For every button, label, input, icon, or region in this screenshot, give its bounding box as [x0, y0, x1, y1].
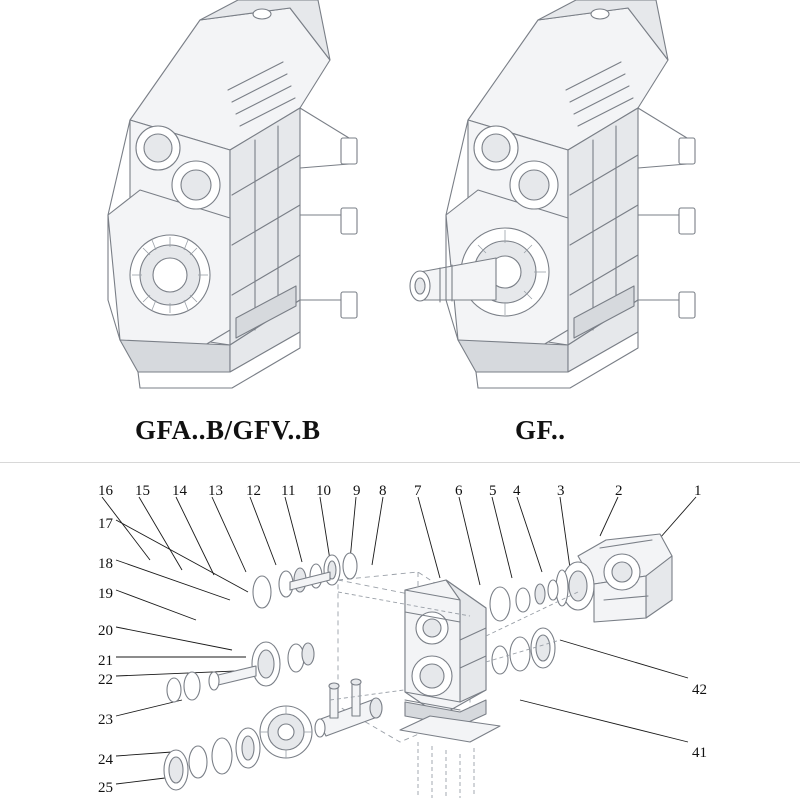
callout-number-13: 13: [208, 483, 223, 499]
exploded-assembly-drawing: [102, 497, 696, 798]
callout-number-22: 22: [98, 672, 113, 688]
callout-number-24: 24: [98, 752, 113, 768]
gearbox-left-drawing: [108, 0, 357, 388]
callout-number-20: 20: [98, 623, 113, 639]
callout-number-21: 21: [98, 653, 113, 669]
gearbox-right-drawing: [410, 0, 695, 388]
callout-number-3: 3: [557, 483, 565, 499]
callout-number-12: 12: [246, 483, 261, 499]
callout-number-11: 11: [281, 483, 296, 499]
callout-number-14: 14: [172, 483, 187, 499]
callout-number-10: 10: [316, 483, 331, 499]
callout-number-7: 7: [414, 483, 422, 499]
callout-number-15: 15: [135, 483, 150, 499]
callout-number-9: 9: [353, 483, 361, 499]
callout-number-6: 6: [455, 483, 463, 499]
callout-number-19: 19: [98, 586, 113, 602]
callout-number-17: 17: [98, 516, 113, 532]
callout-number-23: 23: [98, 712, 113, 728]
callout-number-2: 2: [615, 483, 623, 499]
callout-number-5: 5: [489, 483, 497, 499]
callout-number-18: 18: [98, 556, 113, 572]
callout-number-1: 1: [694, 483, 702, 499]
caption-gfa-b-gfv-b: GFA..B/GFV..B: [135, 415, 321, 445]
callout-number-8: 8: [379, 483, 387, 499]
callout-number-42: 42: [692, 682, 707, 698]
callout-number-16: 16: [98, 483, 113, 499]
section-divider: [0, 462, 800, 463]
callout-number-41: 41: [692, 745, 707, 761]
callout-number-4: 4: [513, 483, 521, 499]
caption-gf: GF..: [515, 415, 566, 445]
callout-number-25: 25: [98, 780, 113, 796]
